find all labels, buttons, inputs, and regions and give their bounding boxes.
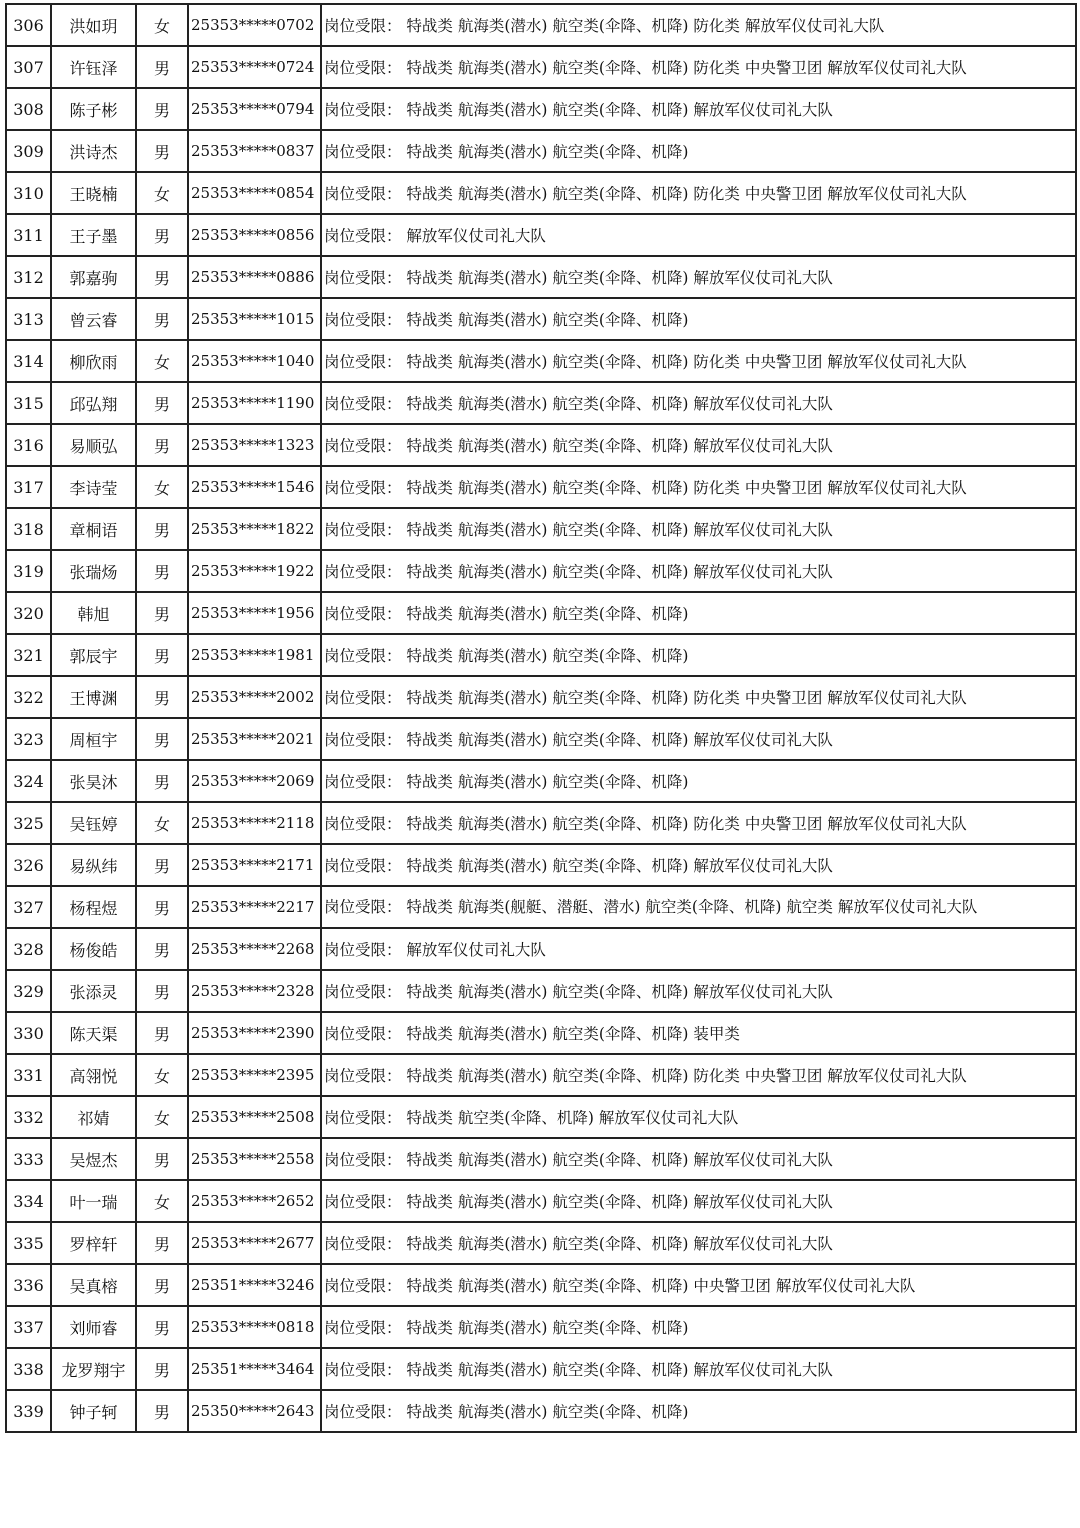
candidate-gender: 男 xyxy=(136,1222,188,1264)
row-number: 311 xyxy=(6,214,51,256)
table-row xyxy=(6,1096,1076,1138)
candidate-name: 吴煜杰 xyxy=(51,1138,136,1180)
position-restrictions: 岗位受限： 特战类 航海类(潜水) 航空类(伞降、机降) 防化类 中央警卫团 解放军仪仗司礼大队 xyxy=(321,1054,1076,1096)
position-restrictions: 岗位受限： 特战类 航海类(潜水) 航空类(伞降、机降) 解放军仪仗司礼大队 xyxy=(321,970,1076,1012)
candidate-id: 25351*****3464 xyxy=(188,1348,321,1390)
position-restrictions: 岗位受限： 特战类 航海类(潜水) 航空类(伞降、机降) 解放军仪仗司礼大队 xyxy=(321,256,1076,298)
candidate-id: 25353*****0837 xyxy=(188,130,321,172)
candidate-gender: 男 xyxy=(136,844,188,886)
table-row xyxy=(6,340,1076,382)
row-number: 331 xyxy=(6,1054,51,1096)
candidate-id: 25353*****2390 xyxy=(188,1012,321,1054)
position-restrictions: 岗位受限： 特战类 航海类(潜水) 航空类(伞降、机降) 解放军仪仗司礼大队 xyxy=(321,424,1076,466)
candidate-gender: 男 xyxy=(136,676,188,718)
position-restrictions: 岗位受限： 特战类 航海类(潜水) 航空类(伞降、机降) 解放军仪仗司礼大队 xyxy=(321,88,1076,130)
table-row xyxy=(6,4,1076,46)
row-number: 308 xyxy=(6,88,51,130)
position-restrictions: 岗位受限： 特战类 航海类(潜水) 航空类(伞降、机降) 防化类 中央警卫团 解放军仪仗司礼大队 xyxy=(321,676,1076,718)
candidate-id: 25353*****0854 xyxy=(188,172,321,214)
candidate-name: 杨程煜 xyxy=(51,886,136,928)
row-number: 321 xyxy=(6,634,51,676)
table-row xyxy=(6,592,1076,634)
candidate-id: 25353*****0794 xyxy=(188,88,321,130)
candidate-id: 25351*****3246 xyxy=(188,1264,321,1306)
position-restrictions: 岗位受限： 特战类 航空类(伞降、机降) 解放军仪仗司礼大队 xyxy=(321,1096,1076,1138)
row-number: 317 xyxy=(6,466,51,508)
candidate-gender: 男 xyxy=(136,1138,188,1180)
candidate-name: 吴真榕 xyxy=(51,1264,136,1306)
row-number: 339 xyxy=(6,1390,51,1432)
table-row xyxy=(6,130,1076,172)
row-number: 332 xyxy=(6,1096,51,1138)
table-row xyxy=(6,760,1076,802)
candidate-id: 25353*****1922 xyxy=(188,550,321,592)
candidate-gender: 男 xyxy=(136,298,188,340)
table-row xyxy=(6,844,1076,886)
table-row xyxy=(6,970,1076,1012)
row-number: 333 xyxy=(6,1138,51,1180)
row-number: 314 xyxy=(6,340,51,382)
candidate-gender: 男 xyxy=(136,130,188,172)
candidate-name: 叶一瑞 xyxy=(51,1180,136,1222)
row-number: 315 xyxy=(6,382,51,424)
table-row xyxy=(6,1180,1076,1222)
position-restrictions: 岗位受限： 特战类 航海类(潜水) 航空类(伞降、机降) xyxy=(321,634,1076,676)
candidate-name: 洪诗杰 xyxy=(51,130,136,172)
table-row xyxy=(6,46,1076,88)
candidate-gender: 男 xyxy=(136,508,188,550)
candidate-gender: 男 xyxy=(136,256,188,298)
candidate-name: 张昊沐 xyxy=(51,760,136,802)
position-restrictions: 岗位受限： 特战类 航海类(潜水) 航空类(伞降、机降) 防化类 中央警卫团 解放军仪仗司礼大队 xyxy=(321,802,1076,844)
table-row xyxy=(6,802,1076,844)
row-number: 313 xyxy=(6,298,51,340)
candidate-gender: 男 xyxy=(136,382,188,424)
table-row xyxy=(6,1306,1076,1348)
candidate-name: 李诗莹 xyxy=(51,466,136,508)
candidate-id: 25353*****0818 xyxy=(188,1306,321,1348)
candidate-gender: 男 xyxy=(136,88,188,130)
table-row xyxy=(6,466,1076,508)
candidate-gender: 女 xyxy=(136,1054,188,1096)
position-restrictions: 岗位受限： 特战类 航海类(潜水) 航空类(伞降、机降) xyxy=(321,298,1076,340)
candidate-gender: 男 xyxy=(136,1012,188,1054)
candidate-id: 25350*****2643 xyxy=(188,1390,321,1432)
candidate-name: 易顺弘 xyxy=(51,424,136,466)
candidate-name: 洪如玥 xyxy=(51,4,136,46)
position-restrictions: 岗位受限： 特战类 航海类(潜水) 航空类(伞降、机降) 解放军仪仗司礼大队 xyxy=(321,1348,1076,1390)
candidate-id: 25353*****1822 xyxy=(188,508,321,550)
row-number: 323 xyxy=(6,718,51,760)
candidate-gender: 男 xyxy=(136,1264,188,1306)
candidate-id: 25353*****1546 xyxy=(188,466,321,508)
position-restrictions: 岗位受限： 特战类 航海类(潜水) 航空类(伞降、机降) 中央警卫团 解放军仪仗司礼大队 xyxy=(321,1264,1076,1306)
table-row xyxy=(6,1054,1076,1096)
candidate-gender: 女 xyxy=(136,4,188,46)
table-row xyxy=(6,886,1076,928)
position-restrictions: 岗位受限： 特战类 航海类(潜水) 航空类(伞降、机降) 防化类 中央警卫团 解放军仪仗司礼大队 xyxy=(321,340,1076,382)
roster-body xyxy=(6,4,1076,1432)
candidate-name: 张瑞炀 xyxy=(51,550,136,592)
position-restrictions: 岗位受限： 特战类 航海类(潜水) 航空类(伞降、机降) 防化类 中央警卫团 解放军仪仗司礼大队 xyxy=(321,172,1076,214)
candidate-gender: 男 xyxy=(136,1390,188,1432)
candidate-id: 25353*****2558 xyxy=(188,1138,321,1180)
candidate-gender: 男 xyxy=(136,760,188,802)
position-restrictions: 岗位受限： 特战类 航海类(舰艇、潜艇、潜水) 航空类(伞降、机降) 航空类 解放军仪仗司礼大队 xyxy=(321,886,1076,928)
candidate-gender: 男 xyxy=(136,886,188,928)
table-row xyxy=(6,718,1076,760)
candidate-name: 张添灵 xyxy=(51,970,136,1012)
candidate-name: 曾云睿 xyxy=(51,298,136,340)
position-restrictions: 岗位受限： 特战类 航海类(潜水) 航空类(伞降、机降) 防化类 解放军仪仗司礼大队 xyxy=(321,4,1076,46)
position-restrictions: 岗位受限： 特战类 航海类(潜水) 航空类(伞降、机降) 防化类 中央警卫团 解放军仪仗司礼大队 xyxy=(321,46,1076,88)
table-row xyxy=(6,172,1076,214)
candidate-gender: 男 xyxy=(136,928,188,970)
candidate-id: 25353*****2328 xyxy=(188,970,321,1012)
table-row xyxy=(6,634,1076,676)
candidate-name: 周桓宇 xyxy=(51,718,136,760)
position-restrictions: 岗位受限： 特战类 航海类(潜水) 航空类(伞降、机降) xyxy=(321,130,1076,172)
table-row xyxy=(6,298,1076,340)
candidate-gender: 女 xyxy=(136,802,188,844)
row-number: 337 xyxy=(6,1306,51,1348)
candidate-id: 25353*****2217 xyxy=(188,886,321,928)
position-restrictions: 岗位受限： 特战类 航海类(潜水) 航空类(伞降、机降) 解放军仪仗司礼大队 xyxy=(321,1180,1076,1222)
candidate-gender: 女 xyxy=(136,340,188,382)
candidate-id: 25353*****2002 xyxy=(188,676,321,718)
candidate-id: 25353*****2508 xyxy=(188,1096,321,1138)
candidate-gender: 男 xyxy=(136,550,188,592)
table-row xyxy=(6,1222,1076,1264)
position-restrictions: 岗位受限： 特战类 航海类(潜水) 航空类(伞降、机降) xyxy=(321,592,1076,634)
row-number: 319 xyxy=(6,550,51,592)
candidate-id: 25353*****0702 xyxy=(188,4,321,46)
row-number: 309 xyxy=(6,130,51,172)
position-restrictions: 岗位受限： 特战类 航海类(潜水) 航空类(伞降、机降) 解放军仪仗司礼大队 xyxy=(321,718,1076,760)
row-number: 312 xyxy=(6,256,51,298)
candidate-gender: 女 xyxy=(136,172,188,214)
position-restrictions: 岗位受限： 特战类 航海类(潜水) 航空类(伞降、机降) xyxy=(321,1390,1076,1432)
table-row xyxy=(6,1348,1076,1390)
candidate-id: 25353*****2268 xyxy=(188,928,321,970)
candidate-id: 25353*****1015 xyxy=(188,298,321,340)
candidate-id: 25353*****0886 xyxy=(188,256,321,298)
candidate-name: 王晓楠 xyxy=(51,172,136,214)
table-row xyxy=(6,88,1076,130)
table-row xyxy=(6,1264,1076,1306)
candidate-name: 许钰泽 xyxy=(51,46,136,88)
candidate-gender: 男 xyxy=(136,214,188,256)
candidate-id: 25353*****1323 xyxy=(188,424,321,466)
candidate-gender: 男 xyxy=(136,634,188,676)
row-number: 307 xyxy=(6,46,51,88)
candidate-gender: 男 xyxy=(136,592,188,634)
position-restrictions: 岗位受限： 解放军仪仗司礼大队 xyxy=(321,214,1076,256)
candidate-gender: 男 xyxy=(136,970,188,1012)
row-number: 310 xyxy=(6,172,51,214)
position-restrictions: 岗位受限： 特战类 航海类(潜水) 航空类(伞降、机降) 装甲类 xyxy=(321,1012,1076,1054)
candidate-id: 25353*****2021 xyxy=(188,718,321,760)
candidate-name: 杨俊皓 xyxy=(51,928,136,970)
row-number: 328 xyxy=(6,928,51,970)
position-restrictions: 岗位受限： 特战类 航海类(潜水) 航空类(伞降、机降) 解放军仪仗司礼大队 xyxy=(321,1222,1076,1264)
row-number: 336 xyxy=(6,1264,51,1306)
row-number: 325 xyxy=(6,802,51,844)
table-row xyxy=(6,424,1076,466)
row-number: 329 xyxy=(6,970,51,1012)
position-restrictions: 岗位受限： 特战类 航海类(潜水) 航空类(伞降、机降) 解放军仪仗司礼大队 xyxy=(321,508,1076,550)
candidate-name: 章桐语 xyxy=(51,508,136,550)
candidate-id: 25353*****2677 xyxy=(188,1222,321,1264)
roster-table xyxy=(5,3,1077,1433)
table-row xyxy=(6,508,1076,550)
candidate-gender: 男 xyxy=(136,46,188,88)
table-row xyxy=(6,550,1076,592)
candidate-id: 25353*****0724 xyxy=(188,46,321,88)
table-row xyxy=(6,1012,1076,1054)
candidate-id: 25353*****2395 xyxy=(188,1054,321,1096)
row-number: 316 xyxy=(6,424,51,466)
candidate-gender: 女 xyxy=(136,466,188,508)
position-restrictions: 岗位受限： 特战类 航海类(潜水) 航空类(伞降、机降) 解放军仪仗司礼大队 xyxy=(321,382,1076,424)
candidate-name: 易纵纬 xyxy=(51,844,136,886)
candidate-id: 25353*****1040 xyxy=(188,340,321,382)
candidate-name: 高翎悦 xyxy=(51,1054,136,1096)
table-row xyxy=(6,382,1076,424)
row-number: 322 xyxy=(6,676,51,718)
row-number: 318 xyxy=(6,508,51,550)
candidate-name: 王博渊 xyxy=(51,676,136,718)
candidate-name: 柳欣雨 xyxy=(51,340,136,382)
candidate-id: 25353*****1190 xyxy=(188,382,321,424)
row-number: 326 xyxy=(6,844,51,886)
candidate-name: 吴钰婷 xyxy=(51,802,136,844)
row-number: 324 xyxy=(6,760,51,802)
row-number: 330 xyxy=(6,1012,51,1054)
candidate-name: 祁婧 xyxy=(51,1096,136,1138)
row-number: 306 xyxy=(6,4,51,46)
row-number: 338 xyxy=(6,1348,51,1390)
candidate-name: 龙罗翔宇 xyxy=(51,1348,136,1390)
position-restrictions: 岗位受限： 特战类 航海类(潜水) 航空类(伞降、机降) xyxy=(321,1306,1076,1348)
candidate-id: 25353*****2171 xyxy=(188,844,321,886)
position-restrictions: 岗位受限： 特战类 航海类(潜水) 航空类(伞降、机降) 防化类 中央警卫团 解放军仪仗司礼大队 xyxy=(321,466,1076,508)
candidate-id: 25353*****2118 xyxy=(188,802,321,844)
candidate-gender: 男 xyxy=(136,718,188,760)
position-restrictions: 岗位受限： 解放军仪仗司礼大队 xyxy=(321,928,1076,970)
candidate-id: 25353*****2069 xyxy=(188,760,321,802)
row-number: 320 xyxy=(6,592,51,634)
candidate-gender: 男 xyxy=(136,424,188,466)
candidate-id: 25353*****1981 xyxy=(188,634,321,676)
row-number: 334 xyxy=(6,1180,51,1222)
table-row xyxy=(6,928,1076,970)
candidate-name: 邱弘翔 xyxy=(51,382,136,424)
row-number: 327 xyxy=(6,886,51,928)
position-restrictions: 岗位受限： 特战类 航海类(潜水) 航空类(伞降、机降) 解放军仪仗司礼大队 xyxy=(321,844,1076,886)
table-row xyxy=(6,1390,1076,1432)
table-row xyxy=(6,256,1076,298)
candidate-name: 罗梓轩 xyxy=(51,1222,136,1264)
candidate-name: 钟子轲 xyxy=(51,1390,136,1432)
candidate-id: 25353*****1956 xyxy=(188,592,321,634)
candidate-name: 陈子彬 xyxy=(51,88,136,130)
table-row xyxy=(6,1138,1076,1180)
candidate-id: 25353*****0856 xyxy=(188,214,321,256)
candidate-gender: 男 xyxy=(136,1348,188,1390)
candidate-gender: 女 xyxy=(136,1096,188,1138)
candidate-name: 王子墨 xyxy=(51,214,136,256)
candidate-name: 陈天渠 xyxy=(51,1012,136,1054)
candidate-name: 郭嘉驹 xyxy=(51,256,136,298)
candidate-gender: 男 xyxy=(136,1306,188,1348)
position-restrictions: 岗位受限： 特战类 航海类(潜水) 航空类(伞降、机降) 解放军仪仗司礼大队 xyxy=(321,1138,1076,1180)
position-restrictions: 岗位受限： 特战类 航海类(潜水) 航空类(伞降、机降) xyxy=(321,760,1076,802)
table-row xyxy=(6,214,1076,256)
candidate-gender: 女 xyxy=(136,1180,188,1222)
table-row xyxy=(6,676,1076,718)
candidate-id: 25353*****2652 xyxy=(188,1180,321,1222)
candidate-name: 郭辰宇 xyxy=(51,634,136,676)
candidate-name: 韩旭 xyxy=(51,592,136,634)
row-number: 335 xyxy=(6,1222,51,1264)
candidate-name: 刘师睿 xyxy=(51,1306,136,1348)
position-restrictions: 岗位受限： 特战类 航海类(潜水) 航空类(伞降、机降) 解放军仪仗司礼大队 xyxy=(321,550,1076,592)
